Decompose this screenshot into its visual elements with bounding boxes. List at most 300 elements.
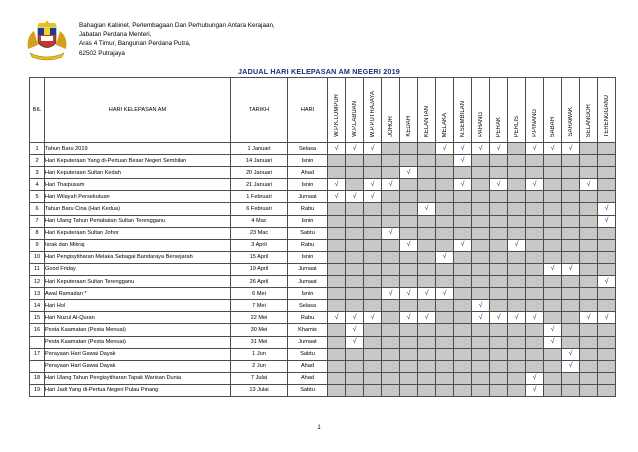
state-empty-cell — [364, 251, 382, 263]
row-number: 10 — [30, 251, 45, 263]
state-empty-cell — [364, 227, 382, 239]
state-empty-cell — [436, 227, 454, 239]
state-empty-cell — [490, 215, 508, 227]
state-empty-cell — [418, 263, 436, 275]
state-empty-cell — [562, 288, 580, 300]
state-empty-cell — [472, 251, 490, 263]
state-empty-cell — [580, 324, 598, 336]
state-empty-cell — [400, 215, 418, 227]
state-empty-cell — [544, 300, 562, 312]
state-empty-cell — [382, 263, 400, 275]
state-empty-cell — [472, 239, 490, 251]
state-empty-cell — [562, 384, 580, 396]
state-empty-cell — [382, 203, 400, 215]
holiday-day: Isnin — [288, 288, 328, 300]
state-empty-cell — [472, 372, 490, 384]
holiday-date: 23 Mac — [231, 227, 288, 239]
state-empty-cell — [364, 155, 382, 167]
state-empty-cell — [598, 348, 616, 360]
holiday-name: Hari Wilayah Persekutuan — [45, 191, 231, 203]
holiday-name: Hari Keputeraan Yang di-Pertuan Besar Negeri Sembilan — [45, 155, 231, 167]
state-empty-cell — [562, 215, 580, 227]
state-empty-cell — [436, 384, 454, 396]
state-empty-cell — [598, 251, 616, 263]
state-empty-cell — [418, 239, 436, 251]
table-row — [30, 191, 616, 203]
state-check-cell: √ — [580, 312, 598, 324]
state-empty-cell — [490, 191, 508, 203]
state-header: W.P.K.LUMPUR — [328, 78, 346, 143]
state-empty-cell — [328, 227, 346, 239]
state-empty-cell — [400, 276, 418, 288]
state-empty-cell — [346, 276, 364, 288]
state-empty-cell — [328, 215, 346, 227]
state-empty-cell — [328, 263, 346, 275]
state-empty-cell — [382, 312, 400, 324]
state-empty-cell — [562, 179, 580, 191]
state-empty-cell — [580, 336, 598, 348]
state-empty-cell — [562, 372, 580, 384]
state-empty-cell — [346, 288, 364, 300]
table-row — [30, 203, 616, 215]
state-empty-cell — [580, 143, 598, 155]
state-check-cell: √ — [454, 155, 472, 167]
state-empty-cell — [472, 263, 490, 275]
state-check-cell: √ — [328, 143, 346, 155]
holiday-date: 20 Januari — [231, 167, 288, 179]
state-empty-cell — [580, 360, 598, 372]
state-empty-cell — [382, 215, 400, 227]
state-empty-cell — [346, 251, 364, 263]
holiday-name: Hari Keputeraan Sultan Johor — [45, 227, 231, 239]
row-number: 5 — [30, 191, 45, 203]
state-empty-cell — [364, 336, 382, 348]
state-empty-cell — [454, 288, 472, 300]
state-empty-cell — [526, 360, 544, 372]
table-row — [30, 288, 616, 300]
state-check-cell: √ — [418, 312, 436, 324]
state-empty-cell — [418, 324, 436, 336]
state-empty-cell — [562, 312, 580, 324]
state-empty-cell — [472, 384, 490, 396]
state-empty-cell — [436, 312, 454, 324]
page-number: 1 — [317, 425, 321, 431]
table-row — [30, 276, 616, 288]
state-empty-cell — [490, 348, 508, 360]
holiday-day: Jumaat — [288, 263, 328, 275]
state-empty-cell — [400, 227, 418, 239]
state-empty-cell — [382, 384, 400, 396]
state-check-cell: √ — [490, 143, 508, 155]
state-empty-cell — [580, 288, 598, 300]
table-row — [30, 312, 616, 324]
row-number: 2 — [30, 155, 45, 167]
state-empty-cell — [436, 372, 454, 384]
state-empty-cell — [544, 276, 562, 288]
holiday-day: Rabu — [288, 312, 328, 324]
holiday-day: Isnin — [288, 215, 328, 227]
state-empty-cell — [400, 348, 418, 360]
table-header-row — [30, 78, 616, 143]
state-empty-cell — [526, 276, 544, 288]
state-empty-cell — [508, 348, 526, 360]
state-empty-cell — [364, 324, 382, 336]
holiday-day: Jumaat — [288, 191, 328, 203]
state-empty-cell — [562, 155, 580, 167]
state-empty-cell — [364, 360, 382, 372]
state-empty-cell — [454, 203, 472, 215]
table-row — [30, 179, 616, 191]
holiday-name: Hari Thaipusam — [45, 179, 231, 191]
table-row — [30, 227, 616, 239]
state-empty-cell — [562, 336, 580, 348]
state-empty-cell — [562, 227, 580, 239]
holiday-date: 31 Mei — [231, 336, 288, 348]
state-empty-cell — [580, 300, 598, 312]
state-check-cell: √ — [400, 312, 418, 324]
table-row — [30, 300, 616, 312]
state-empty-cell — [364, 288, 382, 300]
state-empty-cell — [562, 167, 580, 179]
state-empty-cell — [580, 155, 598, 167]
holiday-date: 26 April — [231, 276, 288, 288]
state-empty-cell — [508, 276, 526, 288]
state-check-cell: √ — [562, 360, 580, 372]
holiday-name: Tahun Baru Cina (Hari Kedua) — [45, 203, 231, 215]
state-empty-cell — [508, 288, 526, 300]
state-check-cell: √ — [472, 143, 490, 155]
address-line: Bahagian Kabinet, Perlembagaan Dan Perhubungan Antara Kerajaan, — [79, 22, 275, 29]
state-empty-cell — [328, 167, 346, 179]
state-empty-cell — [472, 288, 490, 300]
state-empty-cell — [328, 251, 346, 263]
state-empty-cell — [598, 239, 616, 251]
state-empty-cell — [544, 227, 562, 239]
state-empty-cell — [526, 251, 544, 263]
holiday-name: Hari Hol — [45, 300, 231, 312]
state-empty-cell — [472, 336, 490, 348]
state-empty-cell — [490, 288, 508, 300]
state-empty-cell — [490, 239, 508, 251]
state-empty-cell — [454, 372, 472, 384]
state-empty-cell — [400, 360, 418, 372]
state-empty-cell — [364, 276, 382, 288]
row-number: 12 — [30, 276, 45, 288]
state-empty-cell — [400, 191, 418, 203]
state-header: JOHOR — [382, 78, 400, 143]
state-check-cell: √ — [526, 372, 544, 384]
table-row — [30, 360, 616, 372]
state-empty-cell — [508, 179, 526, 191]
state-empty-cell — [328, 239, 346, 251]
state-empty-cell — [544, 239, 562, 251]
state-empty-cell — [418, 179, 436, 191]
holiday-date: 7 Julai — [231, 372, 288, 384]
state-empty-cell — [598, 143, 616, 155]
state-empty-cell — [598, 179, 616, 191]
state-empty-cell — [598, 167, 616, 179]
state-empty-cell — [598, 384, 616, 396]
holiday-day: Sabtu — [288, 348, 328, 360]
state-empty-cell — [598, 288, 616, 300]
holiday-date: 7 Mei — [231, 300, 288, 312]
state-empty-cell — [436, 167, 454, 179]
holiday-date: 2 Jun — [231, 360, 288, 372]
state-empty-cell — [472, 203, 490, 215]
state-check-cell: √ — [454, 179, 472, 191]
state-empty-cell — [472, 215, 490, 227]
state-empty-cell — [544, 251, 562, 263]
state-empty-cell — [580, 227, 598, 239]
holiday-name: Pesta Kaamatan (Pesta Menuai) — [45, 324, 231, 336]
state-check-cell: √ — [346, 336, 364, 348]
state-header: W.P.PUTRAJAYA — [364, 78, 382, 143]
state-empty-cell — [490, 227, 508, 239]
state-empty-cell — [400, 324, 418, 336]
state-empty-cell — [526, 348, 544, 360]
state-check-cell: √ — [364, 312, 382, 324]
state-empty-cell — [382, 348, 400, 360]
state-empty-cell — [346, 155, 364, 167]
state-empty-cell — [418, 372, 436, 384]
state-empty-cell — [436, 155, 454, 167]
state-empty-cell — [418, 300, 436, 312]
table-row — [30, 167, 616, 179]
state-empty-cell — [490, 324, 508, 336]
state-empty-cell — [400, 179, 418, 191]
holiday-date: 1 Februari — [231, 191, 288, 203]
row-number: 9 — [30, 239, 45, 251]
holiday-day: Jumaat — [288, 336, 328, 348]
holiday-date: 19 April — [231, 263, 288, 275]
state-empty-cell — [526, 336, 544, 348]
state-empty-cell — [526, 215, 544, 227]
state-empty-cell — [526, 288, 544, 300]
state-empty-cell — [454, 263, 472, 275]
state-empty-cell — [418, 336, 436, 348]
state-empty-cell — [580, 239, 598, 251]
state-empty-cell — [580, 251, 598, 263]
table-row — [30, 251, 616, 263]
state-empty-cell — [544, 179, 562, 191]
state-empty-cell — [598, 191, 616, 203]
state-empty-cell — [526, 239, 544, 251]
state-empty-cell — [436, 276, 454, 288]
row-number: 15 — [30, 312, 45, 324]
table-row — [30, 384, 616, 396]
state-empty-cell — [400, 263, 418, 275]
state-check-cell: √ — [382, 288, 400, 300]
state-check-cell: √ — [346, 191, 364, 203]
state-check-cell: √ — [364, 179, 382, 191]
state-check-cell: √ — [364, 191, 382, 203]
coat-of-arms-logo — [24, 19, 70, 63]
holiday-name: Hari Jadi Yang di-Pertua Negeri Pulau Pinang — [45, 384, 231, 396]
state-empty-cell — [436, 215, 454, 227]
row-number: 18 — [30, 372, 45, 384]
state-empty-cell — [544, 348, 562, 360]
state-empty-cell — [418, 276, 436, 288]
state-empty-cell — [418, 155, 436, 167]
state-check-cell: √ — [364, 143, 382, 155]
state-empty-cell — [436, 336, 454, 348]
state-empty-cell — [562, 251, 580, 263]
row-number — [30, 360, 45, 372]
holiday-name: Pesta Kaamatan (Pesta Menuai) — [45, 336, 231, 348]
state-empty-cell — [328, 384, 346, 396]
holiday-date: 6 Mei — [231, 288, 288, 300]
state-empty-cell — [598, 227, 616, 239]
holiday-name: Tahun Baru 2019 — [45, 143, 231, 155]
state-empty-cell — [400, 203, 418, 215]
state-empty-cell — [598, 360, 616, 372]
row-number: 17 — [30, 348, 45, 360]
holiday-name: Hari Ulang Tahun Pertabalan Sultan Terengganu — [45, 215, 231, 227]
state-empty-cell — [328, 324, 346, 336]
state-empty-cell — [472, 227, 490, 239]
state-empty-cell — [580, 276, 598, 288]
state-empty-cell — [508, 263, 526, 275]
state-empty-cell — [544, 167, 562, 179]
state-check-cell: √ — [490, 312, 508, 324]
column-header-date: TARIKH — [231, 78, 288, 143]
holiday-date: 4 Mac — [231, 215, 288, 227]
state-empty-cell — [364, 384, 382, 396]
state-empty-cell — [346, 179, 364, 191]
state-empty-cell — [346, 360, 364, 372]
state-empty-cell — [580, 372, 598, 384]
table-row — [30, 336, 616, 348]
state-empty-cell — [508, 384, 526, 396]
state-empty-cell — [364, 372, 382, 384]
holiday-name: Hari Nuzul Al-Quran — [45, 312, 231, 324]
state-empty-cell — [346, 167, 364, 179]
state-empty-cell — [508, 167, 526, 179]
row-number: 13 — [30, 288, 45, 300]
holiday-day: Khamis — [288, 324, 328, 336]
state-check-cell: √ — [328, 191, 346, 203]
state-empty-cell — [508, 143, 526, 155]
state-empty-cell — [454, 312, 472, 324]
state-empty-cell — [490, 167, 508, 179]
state-check-cell: √ — [598, 312, 616, 324]
holiday-table — [29, 77, 616, 397]
state-empty-cell — [382, 167, 400, 179]
state-empty-cell — [328, 300, 346, 312]
state-empty-cell — [580, 191, 598, 203]
state-empty-cell — [490, 336, 508, 348]
holiday-date: 22 Mei — [231, 312, 288, 324]
state-header: W.P.LABUAN — [346, 78, 364, 143]
table-row — [30, 143, 616, 155]
state-check-cell: √ — [562, 263, 580, 275]
state-empty-cell — [418, 227, 436, 239]
holiday-day: Ahad — [288, 372, 328, 384]
table-row — [30, 239, 616, 251]
holiday-date: 14 Januari — [231, 155, 288, 167]
state-empty-cell — [508, 155, 526, 167]
address-line: Aras 4 Timur, Bangunan Perdana Putra, — [79, 40, 191, 48]
state-check-cell: √ — [400, 167, 418, 179]
row-number: 1 — [30, 143, 45, 155]
state-empty-cell — [454, 191, 472, 203]
state-empty-cell — [436, 348, 454, 360]
table-row — [30, 324, 616, 336]
state-empty-cell — [328, 288, 346, 300]
state-header: PERLIS — [508, 78, 526, 143]
state-empty-cell — [454, 384, 472, 396]
state-empty-cell — [472, 360, 490, 372]
state-empty-cell — [490, 276, 508, 288]
holiday-date: 1 Jun — [231, 348, 288, 360]
holiday-date: 15 April — [231, 251, 288, 263]
state-empty-cell — [328, 336, 346, 348]
state-empty-cell — [490, 263, 508, 275]
state-empty-cell — [526, 203, 544, 215]
state-empty-cell — [382, 251, 400, 263]
state-empty-cell — [526, 191, 544, 203]
state-empty-cell — [454, 348, 472, 360]
state-empty-cell — [454, 336, 472, 348]
state-check-cell: √ — [346, 143, 364, 155]
state-empty-cell — [490, 251, 508, 263]
address-line: Jabatan Perdana Menteri, — [79, 31, 152, 39]
state-check-cell: √ — [598, 276, 616, 288]
state-check-cell: √ — [346, 312, 364, 324]
state-empty-cell — [490, 384, 508, 396]
state-empty-cell — [346, 372, 364, 384]
holiday-day: Rabu — [288, 203, 328, 215]
table-row — [30, 215, 616, 227]
holiday-day: Selasa — [288, 143, 328, 155]
state-empty-cell — [454, 215, 472, 227]
state-check-cell: √ — [508, 239, 526, 251]
state-empty-cell — [454, 227, 472, 239]
state-empty-cell — [526, 167, 544, 179]
table-row — [30, 263, 616, 275]
state-check-cell: √ — [562, 143, 580, 155]
state-header: PAHANG — [472, 78, 490, 143]
state-empty-cell — [580, 384, 598, 396]
state-empty-cell — [436, 203, 454, 215]
state-empty-cell — [400, 143, 418, 155]
state-empty-cell — [562, 300, 580, 312]
state-empty-cell — [400, 384, 418, 396]
state-empty-cell — [508, 251, 526, 263]
state-empty-cell — [382, 239, 400, 251]
state-check-cell: √ — [598, 215, 616, 227]
row-number: 4 — [30, 179, 45, 191]
state-empty-cell — [562, 324, 580, 336]
state-empty-cell — [472, 348, 490, 360]
state-check-cell: √ — [544, 324, 562, 336]
row-number: 7 — [30, 215, 45, 227]
state-empty-cell — [472, 155, 490, 167]
state-empty-cell — [364, 215, 382, 227]
state-empty-cell — [346, 227, 364, 239]
state-empty-cell — [382, 276, 400, 288]
state-empty-cell — [544, 203, 562, 215]
state-empty-cell — [562, 239, 580, 251]
column-header-holiday: HARI KELEPASAN AM — [45, 78, 231, 143]
state-empty-cell — [346, 300, 364, 312]
state-check-cell: √ — [346, 324, 364, 336]
state-empty-cell — [328, 360, 346, 372]
state-empty-cell — [490, 300, 508, 312]
state-check-cell: √ — [526, 179, 544, 191]
state-empty-cell — [526, 300, 544, 312]
state-empty-cell — [598, 263, 616, 275]
